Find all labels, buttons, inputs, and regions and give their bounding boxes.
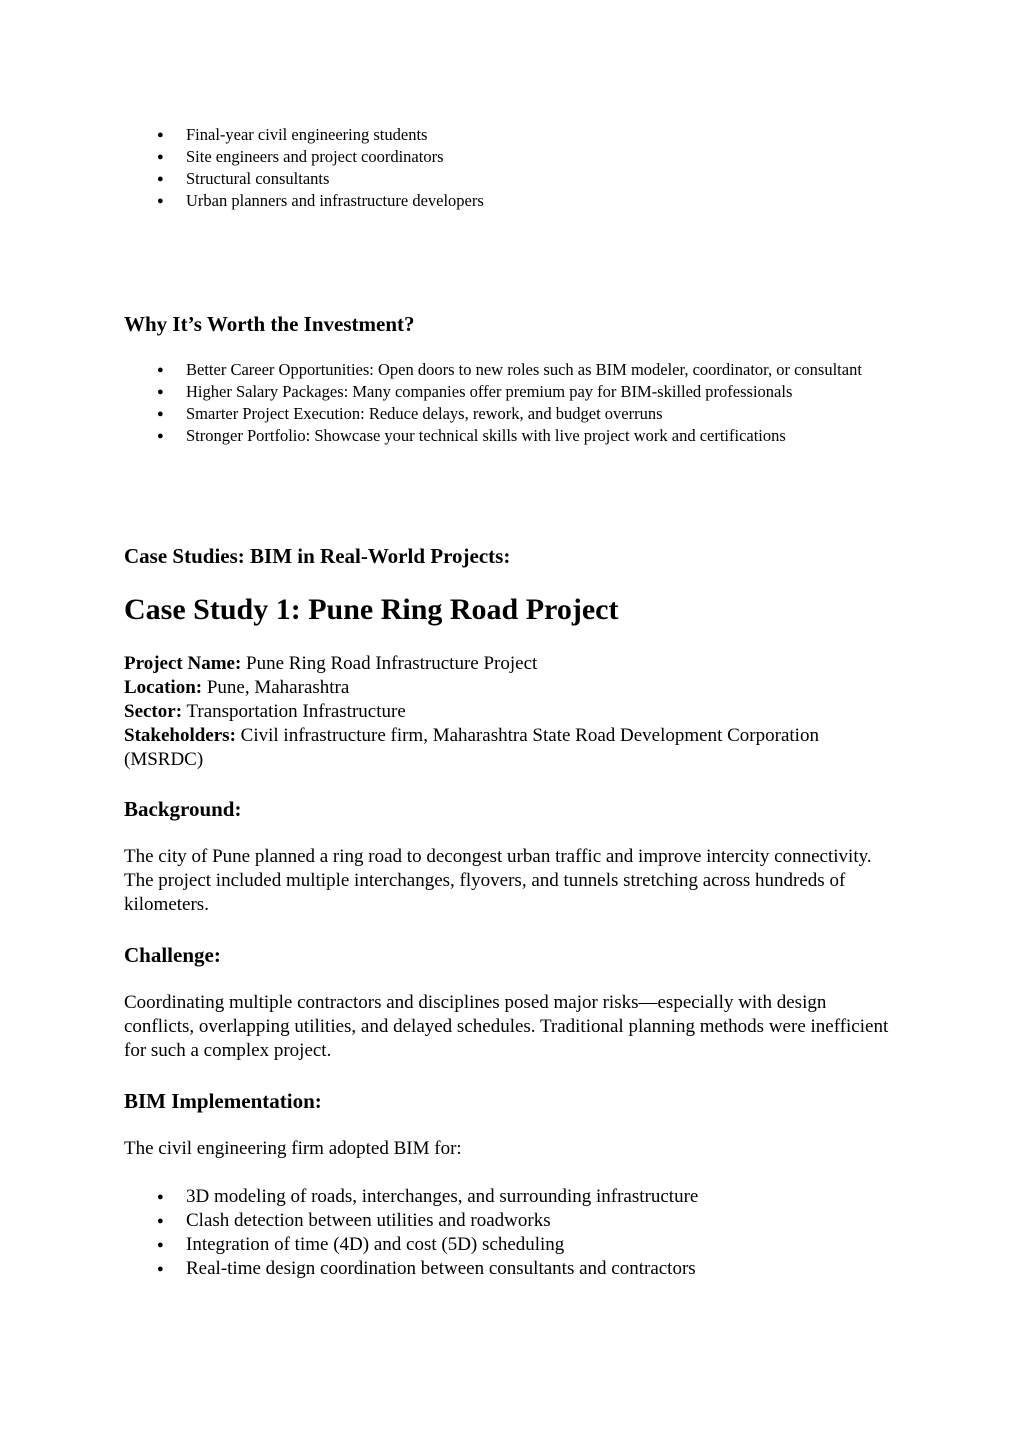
bullet-icon: ●	[157, 1215, 164, 1227]
project-name-value: Pune Ring Road Infrastructure Project	[241, 653, 538, 674]
stakeholders-label: Stakeholders:	[124, 725, 236, 746]
case-studies-heading: Case Studies: BIM in Real-World Projects:	[124, 544, 511, 568]
list-item	[124, 359, 898, 381]
project-name-label: Project Name:	[124, 653, 242, 674]
bullet-icon: ●	[157, 430, 164, 442]
list-item-text: 3D modeling of roads, interchanges, and surrounding infrastructure	[186, 1186, 699, 1207]
background-heading: Background:	[124, 797, 242, 821]
list-item	[124, 1209, 946, 1233]
list-item	[124, 168, 898, 190]
bullet-icon: ●	[157, 386, 164, 398]
bim-list	[124, 1185, 946, 1281]
list-item	[124, 1257, 946, 1281]
list-item	[124, 1185, 946, 1209]
list-item	[124, 425, 898, 447]
background-text: The city of Pune planned a ring road to decongest urban traffic and improve intercity connectivity. The project included multiple interchanges, flyovers, and tunnels stretching across hundreds of kilometers.	[124, 846, 872, 915]
sector-value: Transportation Infrastructure	[182, 701, 406, 722]
list-item-text: Final-year civil engineering students	[186, 125, 428, 144]
list-item	[124, 190, 898, 212]
stakeholders-line	[124, 724, 894, 772]
stakeholders-value: Civil infrastructure firm, Maharashtra State Road Development Corporation (MSRDC)	[124, 725, 819, 770]
list-item-text: Better Career Opportunities: Open doors to new roles such as BIM modeler, coordinator, or consultant	[186, 360, 862, 379]
list-item	[124, 124, 898, 146]
challenge-text: Coordinating multiple contractors and disciplines posed major risks—especially with design conflicts, overlapping utilities, and delayed schedules. Traditional planning methods were inefficient for such a complex project.	[124, 992, 889, 1061]
investment-heading: Why It’s Worth the Investment?	[124, 312, 415, 336]
project-meta	[124, 652, 894, 772]
sector-line	[124, 700, 894, 724]
bullet-icon: ●	[157, 364, 164, 376]
location-label: Location:	[124, 677, 203, 698]
bullet-icon: ●	[157, 408, 164, 420]
list-item-text: Real-time design coordination between consultants and contractors	[186, 1258, 696, 1279]
list-item-text: Structural consultants	[186, 169, 330, 188]
list-item	[124, 146, 898, 168]
list-item-text: Clash detection between utilities and roadworks	[186, 1210, 551, 1231]
list-item-text: Stronger Portfolio: Showcase your technical skills with live project work and certifications	[186, 426, 786, 445]
challenge-heading: Challenge:	[124, 943, 221, 967]
investment-list	[124, 359, 898, 447]
bim-heading: BIM Implementation:	[124, 1089, 322, 1113]
location-value: Pune, Maharashtra	[202, 677, 350, 698]
list-item-text: Smarter Project Execution: Reduce delays, rework, and budget overruns	[186, 404, 663, 423]
list-item-text: Higher Salary Packages: Many companies offer premium pay for BIM-skilled professionals	[186, 382, 793, 401]
project-name-line	[124, 652, 894, 676]
bullet-icon: ●	[157, 151, 164, 163]
audience-list	[124, 124, 898, 212]
list-item	[124, 403, 898, 425]
list-item	[124, 381, 898, 403]
list-item	[124, 1233, 946, 1257]
bullet-icon: ●	[157, 173, 164, 185]
location-line	[124, 676, 894, 700]
case-study-title: Case Study 1: Pune Ring Road Project	[124, 593, 619, 626]
bullet-icon: ●	[157, 195, 164, 207]
bim-intro: The civil engineering firm adopted BIM for:	[124, 1138, 462, 1159]
list-item-text: Integration of time (4D) and cost (5D) scheduling	[186, 1234, 565, 1255]
sector-label: Sector:	[124, 701, 183, 722]
bullet-icon: ●	[157, 129, 164, 141]
bullet-icon: ●	[157, 1239, 164, 1251]
bullet-icon: ●	[157, 1191, 164, 1203]
bullet-icon: ●	[157, 1263, 164, 1275]
list-item-text: Site engineers and project coordinators	[186, 147, 444, 166]
list-item-text: Urban planners and infrastructure developers	[186, 191, 484, 210]
